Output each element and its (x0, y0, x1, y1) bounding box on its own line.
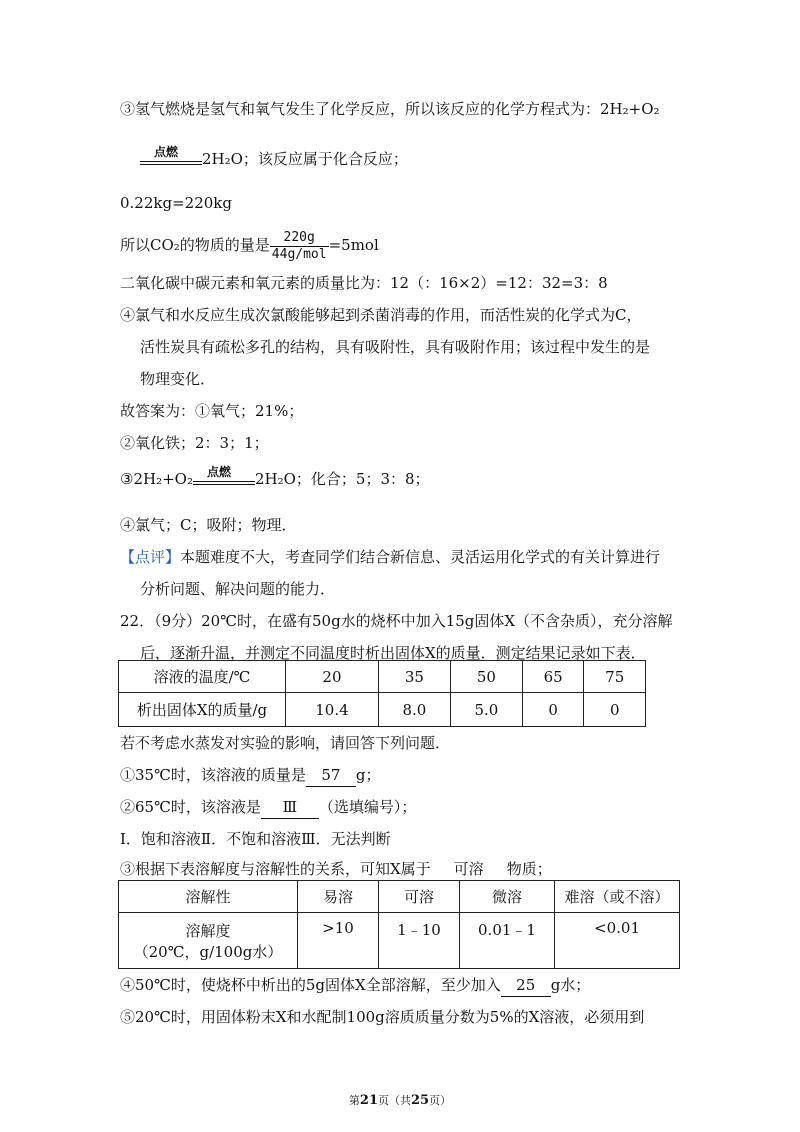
table-cell: 析出固体X的质量/g (119, 693, 286, 727)
page-total: 25 (411, 1093, 430, 1108)
page-number: 21 (359, 1093, 378, 1108)
table-cell: 5.0 (450, 693, 522, 727)
table-cell: 1﹣10 (379, 913, 460, 969)
text-line: 活性炭具有疏松多孔的结构，具有吸附性，具有吸附作用；该过程中发生的是 (140, 338, 651, 356)
answer-blank: 57 (306, 764, 356, 787)
table-row (119, 913, 680, 969)
question-line: 后，逐渐升温，并测定不同温度时析出固体X的质量．测定结果记录如下表． (140, 644, 646, 662)
text-line: 物理变化． (140, 370, 216, 388)
reaction-condition: 点燃 (193, 469, 255, 491)
table-cell: 20 (286, 661, 379, 693)
table-cell: 50 (450, 661, 522, 693)
table-cell: 0 (522, 693, 584, 727)
table-cell: 溶解性 (119, 881, 298, 913)
reaction-condition: 点燃 (140, 149, 202, 171)
answer-blank: 25 (501, 974, 551, 997)
table-cell: 微溶 (460, 881, 555, 913)
equation-line: ③2H₂+O₂ 点燃 2H₂O；化合；5；3：8； (120, 468, 430, 491)
table-row (119, 881, 680, 913)
answer-blank: Ⅲ (261, 796, 319, 819)
question-line: ①35℃时，该溶液的质量是 57 g； (120, 764, 380, 787)
table-cell: 0 (584, 693, 646, 727)
table-row (119, 693, 646, 727)
question-line: 22．（9分）20℃时，在盛有50g水的烧杯中加入15g固体X（不含杂质），充分溶解 (120, 612, 673, 630)
table-cell: 难溶（或不溶） (555, 881, 680, 913)
table-cell: 溶液的温度/℃ (119, 661, 286, 693)
question-line: ③根据下表溶解度与溶解性的关系，可知X属于 可溶 物质； (120, 858, 552, 881)
question-line: ④50℃时，使烧杯中析出的5g固体X全部溶解，至少加入 25 g水； (120, 974, 590, 997)
table-cell: 可溶 (379, 881, 460, 913)
answer-line: 故答案为：①氧气；21%； (120, 402, 304, 420)
table-cell: 0.01﹣1 (460, 913, 555, 969)
temperature-table (118, 660, 646, 727)
equation-line: 点燃 2H₂O；该反应属于化合反应； (140, 148, 408, 171)
table-cell: 10.4 (286, 693, 379, 727)
table-cell: 易溶 (298, 881, 379, 913)
text-line: ④氯气和水反应生成次氯酸能够起到杀菌消毒的作用，而活性炭的化学式为C， (120, 306, 642, 324)
table-cell: 65 (522, 661, 584, 693)
text-line: ③氢气燃烧是氢气和氧气发生了化学反应，所以该反应的化学方程式为：2H₂+O₂ (120, 100, 660, 118)
answer-blank: 可溶 (431, 858, 507, 881)
solubility-table (118, 880, 680, 969)
table-cell: 75 (584, 661, 646, 693)
table-cell: 溶解度 （20℃，g/100g水） (119, 913, 298, 969)
comment-line: 【点评】本题难度不大，考查同学们结合新信息、灵活运用化学式的有关计算进行 (120, 548, 661, 566)
page-footer: 第21页（共25页） (348, 1093, 452, 1108)
text-line: 0.22kg=220kg (120, 194, 232, 212)
answer-line: ④氯气；C；吸附；物理． (120, 516, 297, 534)
fraction-line: 所以CO₂的物质的量是 $\frac{220g}{\text{44g/mol}}$ =5mol (120, 229, 379, 262)
table-row (119, 661, 646, 693)
table-cell: 8.0 (378, 693, 450, 727)
answer-line: ②氧化铁；2：3；1； (120, 434, 269, 452)
table-cell: <0.01 (555, 913, 680, 969)
comment-tag: 【点评】 (120, 548, 181, 566)
table-cell: >10 (298, 913, 379, 969)
table-cell: 35 (378, 661, 450, 693)
question-line: ⑤20℃时，用固体粉末X和水配制100g溶质质量分数为5%的X溶液，必须用到 (120, 1008, 645, 1026)
text-line: 若不考虑水蒸发对实验的影响，请回答下列问题． (120, 734, 451, 752)
question-line: ②65℃时，该溶液是 Ⅲ （选填编号）； (120, 796, 416, 819)
text-line: 二氧化碳中碳元素和氧元素的质量比为：12（：16×2）=12：32=3：8 (120, 274, 608, 292)
text-line: 分析问题、解决问题的能力． (140, 580, 336, 598)
options-line: Ⅰ．饱和溶液Ⅱ．不饱和溶液Ⅲ．无法判断 (120, 830, 391, 848)
fraction: $\frac{220g}{\text{44g/mol}}$ (271, 229, 327, 262)
